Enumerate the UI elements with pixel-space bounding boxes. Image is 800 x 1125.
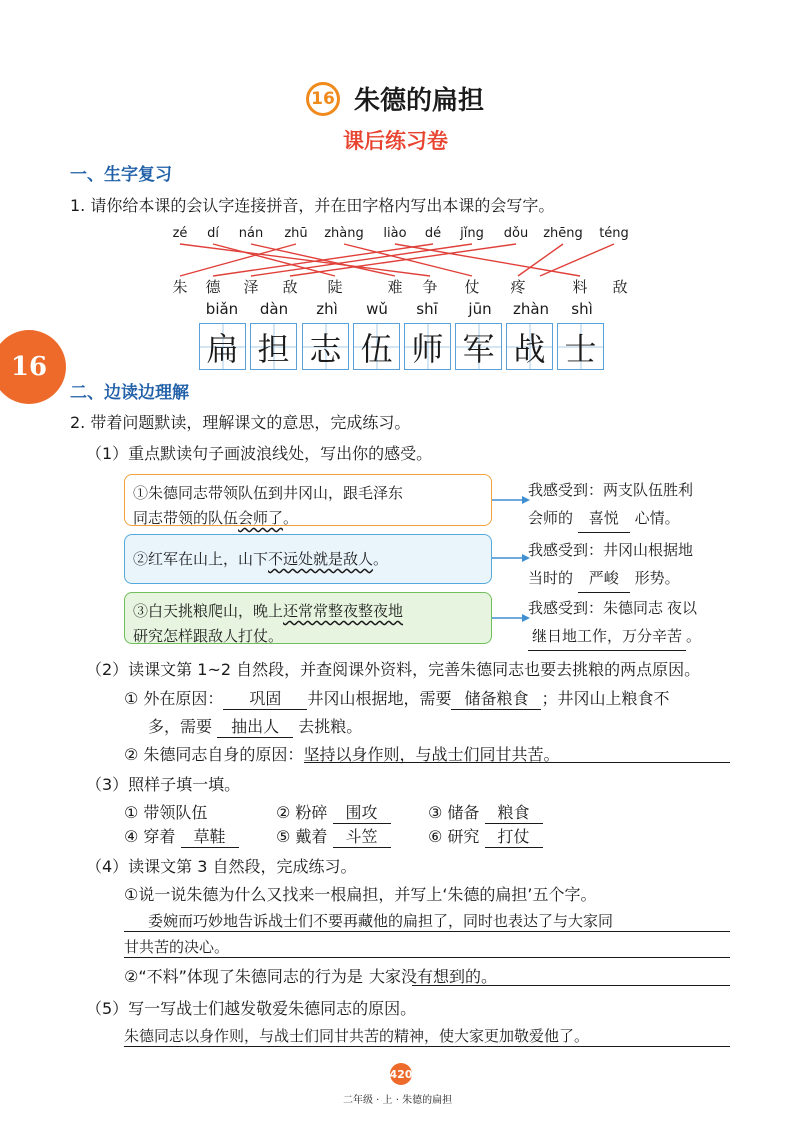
sentence-text: ②红军在山上，山下 xyxy=(133,550,269,568)
sentence-text: 研究怎样跟敌人打仗。 xyxy=(133,627,284,645)
pinyin: wǔ xyxy=(366,300,388,318)
feeling-text: 我感受到：井冈山根据地 xyxy=(528,541,694,559)
character: 敌 xyxy=(282,278,298,296)
reason-text: 多，需要 xyxy=(148,717,213,736)
part-3-prompt: （3）照样子填一填。 xyxy=(86,775,241,794)
feeling-2 xyxy=(528,536,693,593)
answer-text: 大家没有想到的。 xyxy=(368,967,497,986)
sentence-text: 。 xyxy=(373,550,389,568)
character-row xyxy=(0,276,800,296)
part-5-prompt: （5）写一写战士们越发敬爱朱德同志的原因。 xyxy=(86,999,417,1018)
sentence-text: ③白天挑粮爬山，晚上 xyxy=(133,602,284,620)
wavy-underlined-text: 会师了 xyxy=(238,509,284,527)
feeling-text: 当时的 xyxy=(528,569,574,587)
pinyin: zhēng xyxy=(543,226,583,241)
page-number: 420 xyxy=(390,1063,412,1085)
section-heading-1: 一、生字复习 xyxy=(70,165,172,185)
reason-text: 井冈山根据地，需要 xyxy=(307,689,452,708)
pinyin: zhū xyxy=(284,226,308,241)
feeling-text: 我感受到：两支队伍胜利 xyxy=(528,481,694,499)
feeling-3 xyxy=(528,594,701,651)
fill-item xyxy=(124,824,239,848)
arrow-icon xyxy=(492,486,532,522)
pinyin: téng xyxy=(599,226,629,241)
fill-label: ③ 储备 xyxy=(428,803,480,822)
fill-item xyxy=(428,800,543,824)
fill-item xyxy=(428,824,543,848)
pinyin: zé xyxy=(172,226,188,241)
writing-pinyin-row xyxy=(0,300,800,320)
answer-line xyxy=(412,985,730,986)
reason-1-line-2 xyxy=(148,714,362,738)
tian-grid-cell: 担 xyxy=(250,323,297,370)
answer-blank: 巩固 xyxy=(223,686,307,710)
arrow-icon xyxy=(492,546,532,582)
part-1-prompt: （1）重点默读句子画波浪线处，写出你的感受。 xyxy=(86,444,433,463)
reason-text: 去挑粮。 xyxy=(298,717,363,736)
character: 敌 xyxy=(612,278,628,296)
match-line xyxy=(540,244,614,276)
answer-blank: 抽出人 xyxy=(217,714,293,738)
tian-grid-cell: 扁 xyxy=(199,323,246,370)
tian-grid-cell: 伍 xyxy=(353,323,400,370)
feeling-text: 形势。 xyxy=(634,569,680,587)
answer-line xyxy=(124,1046,730,1047)
sentence-text: 同志带领的队伍 xyxy=(133,509,239,527)
wavy-underlined-text: 不远处就是敌人 xyxy=(268,550,374,568)
answer-blank: 斗笠 xyxy=(333,824,391,848)
pinyin: shì xyxy=(571,300,593,318)
answer-blank: 严峻 xyxy=(578,564,630,593)
pinyin: zhì xyxy=(316,300,338,318)
character: 陡 xyxy=(327,278,343,296)
fill-label: ② 粉碎 xyxy=(276,803,328,822)
wavy-underlined-text: 还常常整夜整夜地 xyxy=(283,602,404,620)
question-2: 2. 带着问题默读，理解课文的意思，完成练习。 xyxy=(70,413,411,432)
page-title: 朱德的扁担 xyxy=(354,86,485,116)
sentence-text: 。 xyxy=(283,509,299,527)
feeling-text: 。 xyxy=(686,627,702,645)
match-line xyxy=(180,244,430,276)
character: 朱 xyxy=(172,278,188,296)
character: 争 xyxy=(422,278,438,296)
pinyin: nán xyxy=(238,226,264,241)
part-4-q1: ①说一说朱德为什么又找来一根扁担，并写上‘朱德的扁担’五个字。 xyxy=(124,885,597,904)
fill-label: ⑥ 研究 xyxy=(428,827,480,846)
pinyin: jūn xyxy=(468,300,492,318)
character: 德 xyxy=(205,278,221,296)
arrow-icon xyxy=(492,596,532,632)
footer-text: 二年级 · 上 · 朱德的扁担 xyxy=(343,1095,453,1106)
answer-blank: 粮食 xyxy=(485,800,543,824)
matching-lines xyxy=(0,242,800,278)
tian-grid-cell: 军 xyxy=(455,323,502,370)
answer-blank: 储备粮食 xyxy=(451,686,541,710)
part-4-a1-line1: 委婉而巧妙地告诉战士们不要再藏他的扁担了，同时也表达了与大家同 xyxy=(148,912,614,930)
tian-grid-cell: 士 xyxy=(557,323,604,370)
fill-label: ⑤ 戴着 xyxy=(276,827,328,846)
character: 仗 xyxy=(464,278,480,296)
pinyin: biǎn xyxy=(205,300,239,318)
pinyin: zhàn xyxy=(512,300,550,318)
answer-line xyxy=(124,931,730,932)
feeling-text: 心情。 xyxy=(634,509,680,527)
reason-text: ；井冈山上粮食不 xyxy=(541,689,670,708)
fill-item xyxy=(124,800,207,823)
pinyin: jǐng xyxy=(460,226,484,241)
sentence-box-1 xyxy=(124,474,492,526)
feeling-text: 我感受到：朱德同志 xyxy=(528,599,664,617)
pinyin: dàn xyxy=(259,300,289,318)
tian-grid-cell: 志 xyxy=(302,323,349,370)
part-5-answer: 朱德同志以身作则，与战士们同甘共苦的精神，使大家更加敬爱他了。 xyxy=(124,1027,590,1045)
fill-label: ① 带领队伍 xyxy=(124,803,208,822)
answer-blank: 打仗 xyxy=(485,824,543,848)
section-heading-2: 二、边读边理解 xyxy=(70,383,189,403)
page-subtitle: 课后练习卷 xyxy=(343,129,448,153)
fill-label: ④ 穿着 xyxy=(124,827,176,846)
answer-text: 坚持以身作则，与战士们同甘共苦。 xyxy=(303,745,560,764)
pinyin: shī xyxy=(416,300,438,318)
question-text: ②“不料”体现了朱德同志的行为是 xyxy=(124,967,363,986)
sentence-box-2 xyxy=(124,534,492,584)
fill-item xyxy=(276,824,391,848)
answer-blank: 喜悦 xyxy=(578,504,630,533)
tian-grid-cell: 战 xyxy=(506,323,553,370)
pinyin: dǒu xyxy=(503,226,529,241)
pinyin: liào xyxy=(383,226,407,241)
question-1: 1. 请你给本课的会认字连接拼音，并在田字格内写出本课的会写字。 xyxy=(70,196,555,215)
reason-1-line xyxy=(124,686,669,710)
character: 泽 xyxy=(243,278,259,296)
character: 疼 xyxy=(510,278,526,296)
answer-line xyxy=(124,957,730,958)
part-4-prompt: （4）读课文第 3 自然段，完成练习。 xyxy=(86,857,357,876)
character: 难 xyxy=(387,278,403,296)
answer-blank: 夜以 xyxy=(667,599,698,617)
side-lesson-badge: 16 xyxy=(0,330,66,404)
pinyin: zhàng xyxy=(324,226,364,241)
match-line xyxy=(180,244,296,276)
answer-blank: 草鞋 xyxy=(181,824,239,848)
part-2-prompt: （2）读课文第 1~2 自然段，并查阅课外资料，完善朱德同志也要去挑粮的两点原因。 xyxy=(86,660,701,679)
part-4-q2 xyxy=(124,964,497,987)
fill-item xyxy=(276,800,391,824)
pinyin: dé xyxy=(424,226,442,241)
lesson-number-badge: 16 xyxy=(306,82,340,116)
reason-text: ② 朱德同志自身的原因： xyxy=(124,745,304,764)
sentence-box-3 xyxy=(124,592,492,644)
answer-blank: 继日地工作，万分辛苦 xyxy=(528,622,686,651)
reason-text: ① 外在原因： xyxy=(124,689,224,708)
answer-blank: 围攻 xyxy=(333,800,391,824)
pinyin: dí xyxy=(207,226,219,241)
tian-grid-cell: 师 xyxy=(404,323,451,370)
feeling-1 xyxy=(528,476,693,533)
character: 料 xyxy=(572,278,588,296)
feeling-text: 会师的 xyxy=(528,509,574,527)
answer-line xyxy=(304,762,730,763)
sentence-text: ①朱德同志带领队伍到井冈山，跟毛泽东 xyxy=(133,484,404,502)
part-4-a1-line2: 甘共苦的决心。 xyxy=(124,938,230,956)
